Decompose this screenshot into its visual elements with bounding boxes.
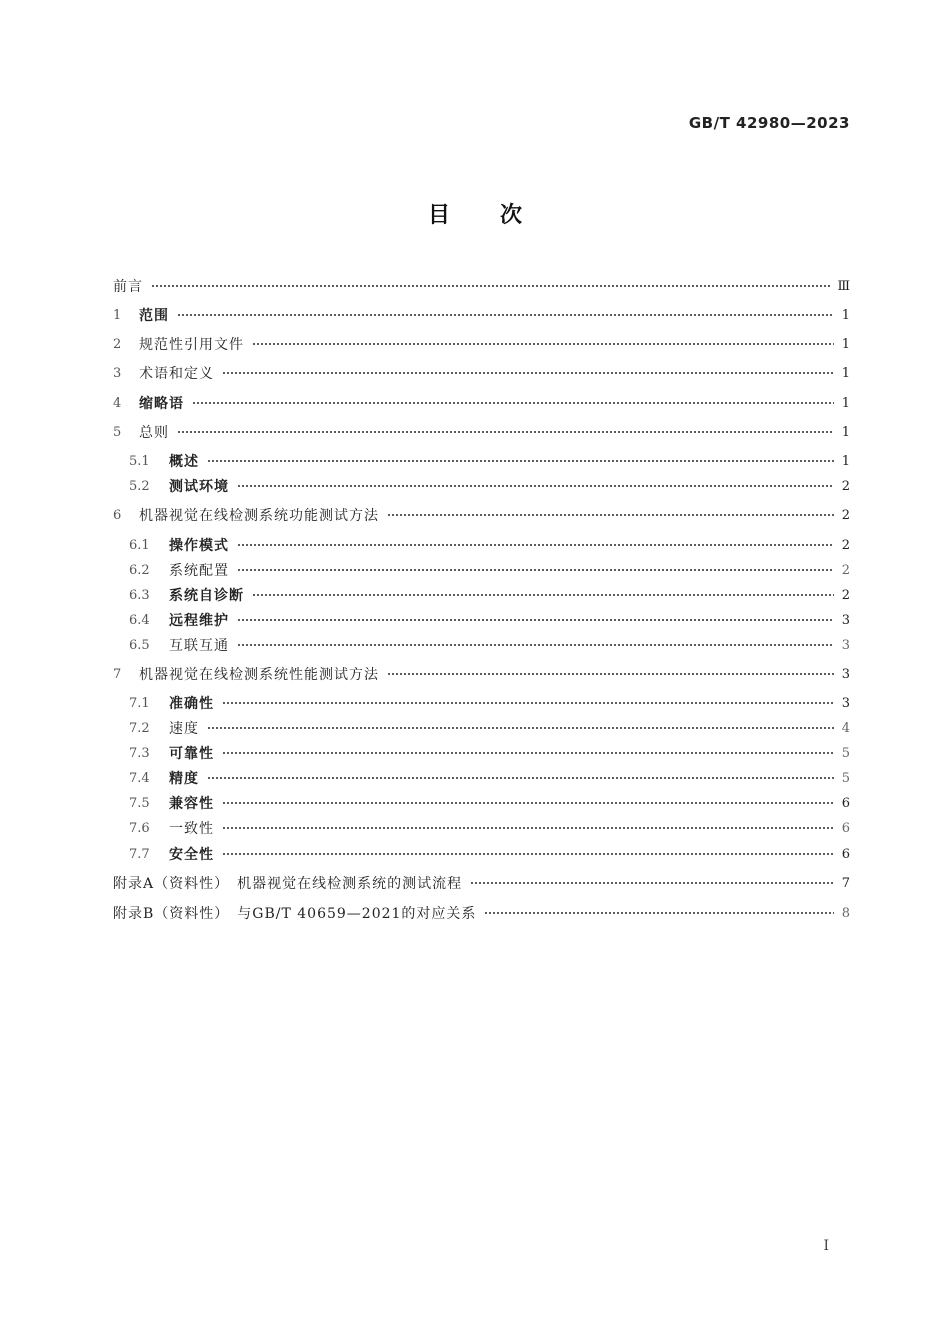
toc-number: 6.3: [129, 587, 150, 603]
leader-dots: [252, 342, 834, 346]
toc-entry-6[interactable]: [113, 504, 850, 526]
toc-label: 机器视觉在线检测系统性能测试方法: [139, 667, 379, 683]
leader-dots: [192, 401, 834, 405]
toc-number: 5.2: [129, 478, 150, 494]
toc-number: 7.5: [129, 795, 150, 811]
toc-entry-7-6[interactable]: [129, 817, 850, 839]
toc-entry-foreword[interactable]: [113, 275, 850, 297]
page-number: I: [823, 1238, 829, 1254]
toc-page: 2: [841, 562, 850, 578]
toc-number: 7.1: [129, 695, 150, 711]
toc-page: 6: [841, 846, 850, 862]
toc-number: 5: [113, 424, 122, 440]
leader-dots: [387, 672, 834, 676]
toc-label: 测试环境: [169, 479, 229, 495]
toc-page: 7: [841, 875, 850, 891]
toc-label: 可靠性: [169, 746, 214, 762]
leader-dots: [222, 751, 834, 755]
toc-label: 互联互通: [169, 638, 229, 654]
toc-entry-7-7[interactable]: [129, 843, 850, 865]
toc-page: 1: [841, 424, 850, 440]
toc-page: 2: [841, 587, 850, 603]
toc-number: 3: [113, 365, 122, 381]
toc-label: 缩略语: [139, 396, 184, 412]
toc-label: 操作模式: [169, 538, 229, 554]
toc-page: 3: [841, 612, 850, 628]
toc-entry-2[interactable]: [113, 333, 850, 355]
toc-number: 7.4: [129, 770, 150, 786]
toc-entry-4[interactable]: [113, 392, 850, 414]
leader-dots: [387, 513, 834, 517]
toc-page: 2: [841, 507, 850, 523]
toc-page: 3: [841, 637, 850, 653]
toc-label: 远程维护: [169, 613, 229, 629]
leader-dots: [207, 776, 834, 780]
toc-label: 速度: [169, 721, 199, 737]
toc-page: 3: [841, 695, 850, 711]
toc-label: 附录A（资料性） 机器视觉在线检测系统的测试流程: [113, 876, 463, 892]
toc-entry-7-2[interactable]: [129, 717, 850, 739]
toc-entry-7-1[interactable]: [129, 692, 850, 714]
toc-page: 1: [841, 453, 850, 469]
toc-entry-6-5[interactable]: [129, 634, 850, 656]
toc-entry-7-4[interactable]: [129, 767, 850, 789]
page-title: 目次: [427, 203, 572, 228]
leader-dots: [237, 568, 834, 572]
toc-label: 精度: [169, 771, 199, 787]
toc-page: 3: [841, 666, 850, 682]
leader-dots: [237, 543, 834, 547]
leader-dots: [237, 618, 834, 622]
leader-dots: [484, 911, 834, 915]
toc-label: 准确性: [169, 696, 214, 712]
toc-label: 机器视觉在线检测系统功能测试方法: [139, 508, 379, 524]
toc-number: 2: [113, 336, 122, 352]
toc-entry-7-5[interactable]: [129, 792, 850, 814]
toc-entry-5-2[interactable]: [129, 475, 850, 497]
toc-entry-6-3[interactable]: [129, 584, 850, 606]
toc-page: 6: [841, 795, 850, 811]
leader-dots: [222, 371, 834, 375]
toc-number: 6.1: [129, 537, 150, 553]
leader-dots: [207, 726, 834, 730]
toc-page: 5: [841, 745, 850, 761]
toc-label: 附录B（资料性） 与GB/T 40659—2021的对应关系: [113, 906, 477, 922]
leader-dots: [237, 643, 834, 647]
toc-label: 范围: [139, 308, 169, 324]
toc-entry-annex-b[interactable]: [113, 902, 850, 924]
toc-number: 7: [113, 666, 122, 682]
leader-dots: [222, 801, 834, 805]
toc-page: 2: [841, 478, 850, 494]
toc-entry-1[interactable]: [113, 304, 850, 326]
toc-number: 7.7: [129, 846, 150, 862]
leader-dots: [222, 701, 834, 705]
toc-page: 4: [841, 720, 850, 736]
toc-page: 1: [841, 307, 850, 323]
toc-label: 安全性: [169, 847, 214, 863]
toc-page: 2: [841, 537, 850, 553]
leader-dots: [177, 430, 834, 434]
leader-dots: [207, 459, 834, 463]
toc-page: 1: [841, 365, 850, 381]
toc-entry-7-3[interactable]: [129, 742, 850, 764]
leader-dots: [177, 313, 834, 317]
toc-label: 规范性引用文件: [139, 337, 244, 353]
toc-page: 1: [841, 336, 850, 352]
toc-page: 1: [841, 395, 850, 411]
toc-label: 概述: [169, 454, 199, 470]
leader-dots: [252, 593, 834, 597]
toc-page: 5: [841, 770, 850, 786]
toc-label: 一致性: [169, 821, 214, 837]
leader-dots: [470, 881, 834, 885]
leader-dots: [222, 826, 834, 830]
toc-number: 6.4: [129, 612, 150, 628]
toc-label: 术语和定义: [139, 366, 214, 382]
toc-label: 总则: [139, 425, 169, 441]
toc-entry-3[interactable]: [113, 362, 850, 384]
toc-entry-6-1[interactable]: [129, 534, 850, 556]
toc-number: 5.1: [129, 453, 150, 469]
toc-page: Ⅲ: [837, 278, 850, 294]
toc-label: 兼容性: [169, 796, 214, 812]
toc-number: 6.2: [129, 562, 150, 578]
toc-number: 7.2: [129, 720, 150, 736]
toc-number: 7.3: [129, 745, 150, 761]
toc-number: 7.6: [129, 820, 150, 836]
toc-number: 6: [113, 507, 122, 523]
toc-number: 6.5: [129, 637, 150, 653]
toc-entry-annex-a[interactable]: [113, 872, 850, 894]
standard-number: GB/T 42980—2023: [688, 114, 850, 132]
leader-dots: [222, 852, 834, 856]
toc-number: 1: [113, 307, 122, 323]
leader-dots: [237, 484, 834, 488]
toc-entry-7[interactable]: [113, 663, 850, 685]
toc-label: 前言: [113, 279, 143, 295]
toc-entry-5-1[interactable]: [129, 450, 850, 472]
toc-number: 4: [113, 395, 122, 411]
toc-label: 系统自诊断: [169, 588, 244, 604]
leader-dots: [151, 284, 831, 288]
toc-label: 系统配置: [169, 563, 229, 579]
toc-entry-6-2[interactable]: [129, 559, 850, 581]
toc-page: 8: [841, 905, 850, 921]
toc-entry-6-4[interactable]: [129, 609, 850, 631]
toc-entry-5[interactable]: [113, 421, 850, 443]
toc-page: 6: [841, 820, 850, 836]
